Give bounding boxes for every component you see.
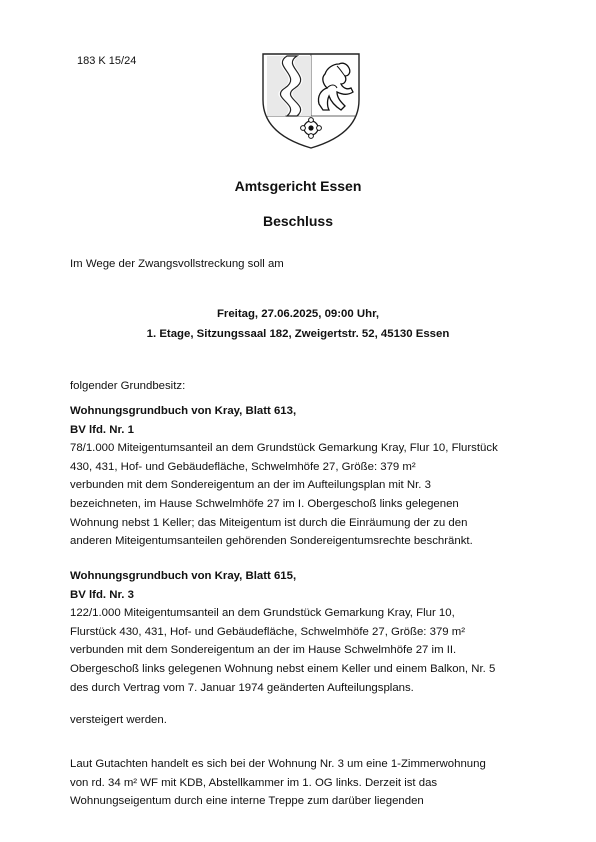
lot-subheading: BV lfd. Nr. 3 (70, 588, 134, 601)
auction-phrase: versteigert werden. (70, 714, 167, 726)
lot-subheading: BV lfd. Nr. 1 (70, 423, 134, 436)
lot-text-line: Flurstück 430, 431, Hof- und Gebäudefläche, Schwelmhöfe 27, Größe: 379 m² (70, 625, 466, 638)
nrw-coat-of-arms-icon (257, 48, 365, 152)
lot-1 (70, 402, 540, 551)
lot-text-line: verbunden mit dem Sondereigentum an der im Aufteilungsplan mit Nr. 3 (70, 479, 431, 492)
lot-heading: Wohnungsgrundbuch von Kray, Blatt 615, (70, 570, 297, 582)
lot-text-line: verbunden mit dem Sondereigentum an der im Hause Schwelmhöfe 27 im II. (70, 644, 457, 657)
lot-text-line: 122/1.000 Miteigentumsanteil an dem Grundstück Gemarkung Kray, Flur 10, (70, 607, 455, 620)
document-title: Beschluss (262, 213, 334, 229)
lot-text-line: 78/1.000 Miteigentumsanteil an dem Grundstück Gemarkung Kray, Flur 10, Flurstück (70, 442, 498, 455)
appraisal-line: Wohnungseigentum durch eine interne Treppe zum darüber liegenden (70, 795, 424, 808)
intro-text: Im Wege der Zwangsvollstreckung soll am (70, 258, 284, 270)
lot-2 (70, 567, 540, 697)
lot-heading: Wohnungsgrundbuch von Kray, Blatt 613, (70, 405, 297, 417)
lot-text-line: Wohnung nebst 1 Keller; das Miteigentum ist durch die Einräumung der zu den (70, 516, 468, 529)
appraisal-paragraph (70, 755, 540, 811)
auction-location: 1. Etage, Sitzungssaal 182, Zweigertstr. 52, 45130 Essen (146, 328, 450, 340)
auction-date: Freitag, 27.06.2025, 09:00 Uhr, (216, 308, 380, 320)
appraisal-line: von rd. 34 m² WF mit KDB, Abstellkammer im 1. OG links. Derzeit ist das (70, 776, 438, 789)
lot-text-line: 430, 431, Hof- und Gebäudefläche, Schwelmhöfe 27, Größe: 379 m² (70, 460, 416, 473)
case-number: 183 K 15/24 (77, 55, 137, 67)
appraisal-line: Laut Gutachten handelt es sich bei der Wohnung Nr. 3 um eine 1-Zimmerwohnung (70, 758, 486, 770)
court-name: Amtsgericht Essen (234, 178, 362, 194)
lot-text-line: anderen Miteigentumsanteilen gehörenden Sondereigentumsrechte beschränkt. (70, 535, 473, 548)
property-intro: folgender Grundbesitz: (70, 380, 186, 392)
lot-text-line: bezeichneten, im Hause Schwelmhöfe 27 im I. Obergeschoß links gelegenen (70, 497, 459, 510)
lot-text-line: Obergeschoß links gelegenen Wohnung nebst einem Keller und einem Balkon, Nr. 5 (70, 662, 496, 675)
lot-text-line: des durch Vertrag vom 7. Januar 1974 geänderten Aufteilungsplans. (70, 681, 414, 694)
